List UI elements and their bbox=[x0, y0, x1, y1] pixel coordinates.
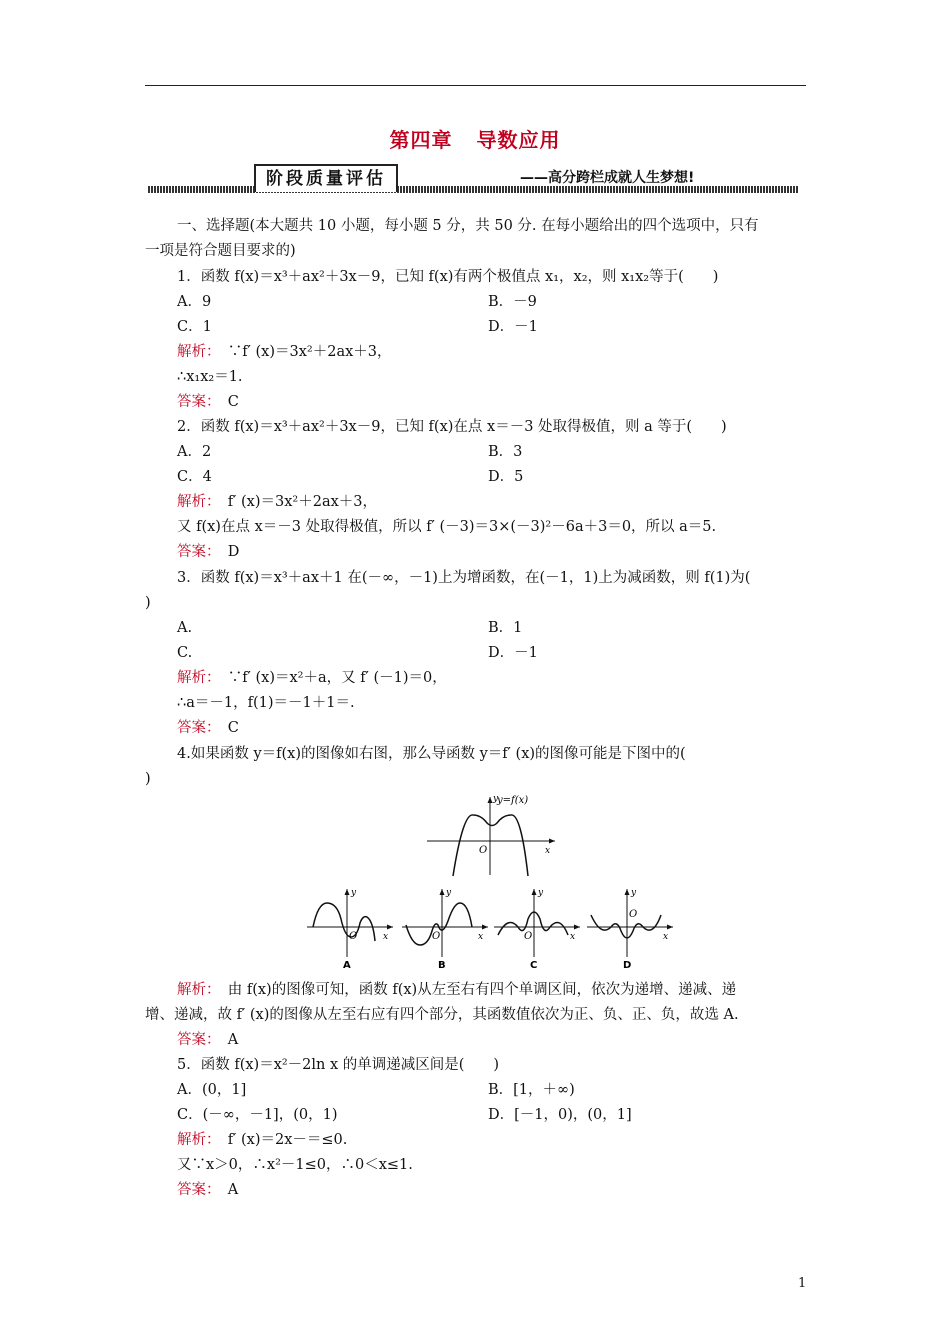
q2-option-d: D．5 bbox=[488, 469, 524, 485]
q4-option-graph-d-y-label: y bbox=[631, 888, 637, 898]
q3-option-c: C. bbox=[177, 645, 193, 661]
q4-graph-y-label: y bbox=[493, 794, 499, 804]
header-rule bbox=[145, 85, 806, 86]
q1-solution: 解析： ∵f′ (x)＝3x²＋2ax＋3， bbox=[177, 344, 392, 360]
q4-option-graph-b-origin: O bbox=[432, 931, 441, 942]
q3-option-a: A. bbox=[177, 620, 193, 636]
q3-option-b: B．1 bbox=[488, 620, 523, 636]
q3-solution-cont: ∴a＝－1，f(1)＝－1＋1＝. bbox=[177, 695, 355, 711]
q4-option-graph-b-label: B bbox=[438, 960, 446, 970]
q4-solution: 解析： 由 f(x)的图像可知，函数 f(x)从左至右有四个单调区间，依次为递增、递减、递 bbox=[177, 982, 737, 998]
q1-option-d: D．－1 bbox=[488, 319, 538, 335]
q4-option-graph-a-label: A bbox=[343, 960, 351, 970]
section-heading: 一、选择题(本大题共 10 小题，每小题 5 分，共 50 分. 在每小题给出的四个选项中，只有 bbox=[177, 218, 759, 234]
q1-answer: 答案： C bbox=[177, 394, 239, 410]
q4-option-graph-a-origin: O bbox=[349, 931, 358, 942]
q3-stem: 3．函数 f(x)＝x³＋ax＋1 在(－∞，－1)上为增函数，在(－1，1)上为减函数，则 f(1)为( bbox=[177, 570, 751, 586]
page-number: 1 bbox=[798, 1276, 807, 1291]
q3-option-d: D．－1 bbox=[488, 645, 538, 661]
q3-solution: 解析： ∵f′ (x)＝x²＋a，又 f′ (－1)＝0， bbox=[177, 670, 447, 686]
q5-answer: 答案： A bbox=[177, 1182, 239, 1198]
q4-option-graph-a bbox=[305, 885, 395, 970]
q4-option-graph-c-y-label: y bbox=[538, 888, 544, 898]
q5-option-c: C．(－∞，－1]，(0，1) bbox=[177, 1107, 338, 1123]
q4-option-graph-d-label: D bbox=[623, 960, 632, 970]
q2-stem: 2．函数 f(x)＝x³＋ax²＋3x－9，已知 f(x)在点 x＝－3 处取得极值，则 a 等于( ) bbox=[177, 419, 727, 435]
q4-option-graph-a-y-label: y bbox=[351, 888, 357, 898]
chapter-title: 第四章 导数应用 bbox=[389, 128, 561, 152]
banner-label: 阶段质量评估 bbox=[254, 164, 398, 192]
q1-option-a: A．9 bbox=[177, 294, 212, 310]
q5-option-b: B．[1，＋∞) bbox=[488, 1082, 575, 1098]
banner-slogan: ——高分跨栏成就人生梦想! bbox=[520, 170, 695, 186]
q4-option-graph-d-x-label: x bbox=[663, 932, 669, 942]
q2-solution-cont: 又 f(x)在点 x＝－3 处取得极值，所以 f′ (－3)＝3×(－3)²－6a＋3＝0，所以 a＝5. bbox=[177, 519, 717, 535]
q4-graph-x-label: x bbox=[545, 846, 551, 856]
q5-solution-cont: 又∵x＞0，∴x²－1≤0，∴0＜x≤1. bbox=[177, 1157, 413, 1173]
q3-answer: 答案： C bbox=[177, 720, 239, 736]
banner-rule bbox=[148, 186, 798, 193]
q3-stem-cont: ) bbox=[145, 595, 151, 611]
q5-option-d: D．[－1，0)，(0，1] bbox=[488, 1107, 632, 1123]
q4-option-graph-b-x-label: x bbox=[478, 932, 484, 942]
section-heading-cont: 一项是符合题目要求的) bbox=[145, 243, 296, 259]
q1-option-c: C．1 bbox=[177, 319, 212, 335]
q1-solution-cont: ∴x₁x₂＝1. bbox=[177, 369, 243, 385]
q4-option-graph-c-x-label: x bbox=[570, 932, 576, 942]
q4-option-graph-d bbox=[585, 885, 675, 970]
q4-answer: 答案： A bbox=[177, 1032, 239, 1048]
q4-solution-cont: 增、递减，故 f′ (x)的图像从左至右应有四个部分，其函数值依次为正、负、正、负，故选 A. bbox=[145, 1007, 739, 1023]
q4-option-graph-c-origin: O bbox=[524, 931, 533, 942]
q2-option-c: C．4 bbox=[177, 469, 212, 485]
q4-graph-origin: O bbox=[479, 845, 488, 856]
q4-graph-label: y=f(x) bbox=[497, 795, 529, 806]
q2-option-a: A．2 bbox=[177, 444, 212, 460]
q2-option-b: B．3 bbox=[488, 444, 523, 460]
q4-option-graph-c-label: C bbox=[530, 960, 538, 970]
q4-option-graph-c bbox=[492, 885, 582, 970]
q1-stem: 1．函数 f(x)＝x³＋ax²＋3x－9，已知 f(x)有两个极值点 x₁，x₂，则 x₁x₂等于( ) bbox=[177, 269, 719, 285]
q4-stem: 4.如果函数 y＝f(x)的图像如右图，那么导函数 y＝f′ (x)的图像可能是下图中的( bbox=[177, 746, 686, 762]
q4-option-graph-b bbox=[400, 885, 490, 970]
q4-option-graph-a-x-label: x bbox=[383, 932, 389, 942]
q5-option-a: A．(0，1] bbox=[177, 1082, 247, 1098]
q2-answer: 答案： D bbox=[177, 544, 240, 560]
q2-solution: 解析： f′ (x)＝3x²＋2ax＋3， bbox=[177, 494, 377, 510]
q5-solution: 解析： f′ (x)＝2x－＝≤0. bbox=[177, 1132, 348, 1148]
q4-function-graph bbox=[425, 793, 560, 878]
q5-stem: 5．函数 f(x)＝x²－2ln x 的单调递减区间是( ) bbox=[177, 1057, 500, 1073]
q4-stem-cont: ) bbox=[145, 771, 151, 787]
q1-option-b: B．－9 bbox=[488, 294, 537, 310]
q4-option-graph-d-origin: O bbox=[629, 909, 638, 920]
q4-option-graph-b-y-label: y bbox=[446, 888, 452, 898]
